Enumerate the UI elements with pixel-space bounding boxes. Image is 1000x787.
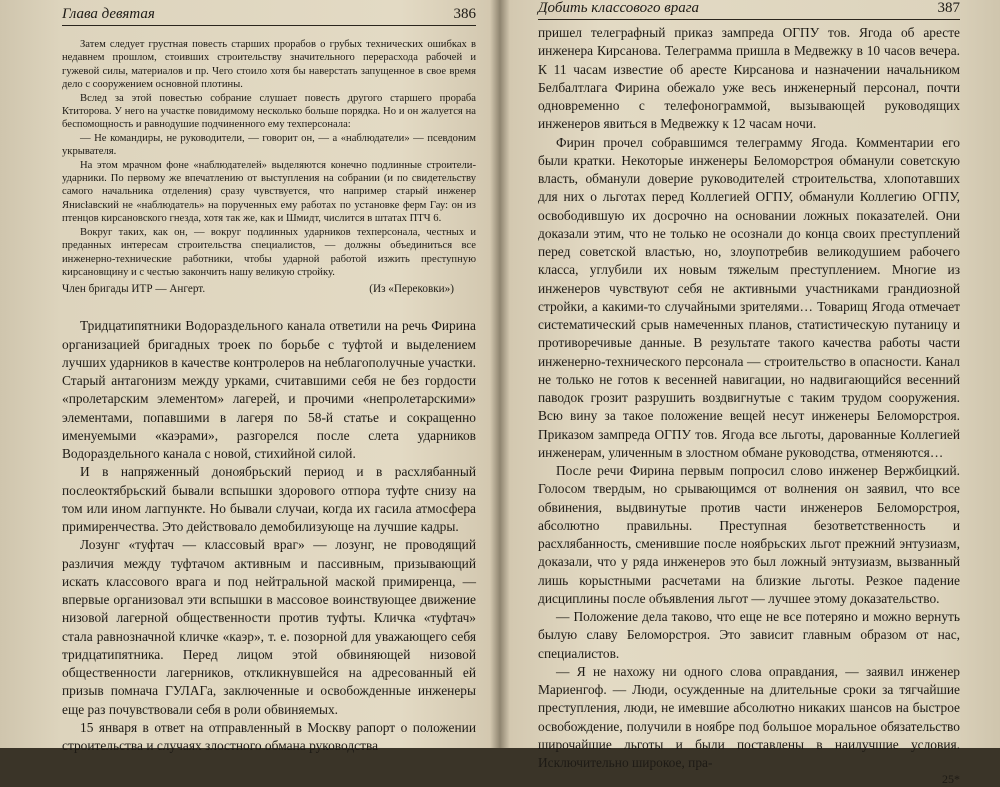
page-number-right: 387 [937,0,960,16]
body-paragraph: — Положение дела таково, что еще не все потеряно и можно вернуть былую славу Беломорстроя. Это зависит главным образом от нас, специалистов. [538,609,960,661]
quote-paragraph: На этом мрачном фоне «наблюдателей» выделяются конечно подлинные строители-ударники. По первому же впечатлению от выступления на собрании (и по свидетельству самого начальника отделения) сразу чувствуется, что например старый инженер Янисłавский не «наблюдатель» на порученных ему работах по установке ферм Гау: он из птенцов кирсановского гнезда, хотя так же, как и Шмидт, числится в штатах ПТЧ 6. [62,159,476,225]
body-paragraph: После речи Фирина первым попросил слово инженер Вержбицкий. Голосом твердым, но срывающимся от волнения он заявил, что все обвинения, выдвинутые против части инженеров Беломорстроя, абсолютно правильны. Преступная безответственность и расхлябанность, сменившие после ноябрьских льгот прежний энтузиазм, доказали, что у ряда инженеров это был ложный энтузиазм, вызванный лишь корыстными расчетами на близкие льготы. Резкое падение дисциплины после объявления льгот — лучшее этому доказательство. [538,463,960,606]
page-number-left: 386 [453,6,476,22]
signature-line [62,283,476,295]
quote-paragraph: — Не командиры, не руководители, — говорит он, — а «наблюдатели» — псевдоним укрывателя. [62,132,476,158]
left-page [0,0,498,754]
body-paragraph: пришел телеграфный приказ зампреда ОГПУ тов. Ягода об аресте инженера Кирсанова. Телеграмма пришла в Медвежку в 10 часов вечера. К 11 часам известие об аресте Кирсанова и назначении начальником Белбалтлага Фирина обежало уже весь инженерный персонал, почти одновременно с телефонограммой, вызывающей руководящих инженеров явиться в Медвежку к 12 часам ночи. [538,25,960,132]
body-paragraph: Тридцатипятники Водораздельного канала ответили на речь Фирина организацией бригадных троек по борьбе с туфтой и выделением лучших ударников в качестве контролеров на неблагополучные участки. Старый антагонизм между урками, считавшими себя не без гордости «пролетарским элементом» лагерей, и прочими «непролетарскими» элементами, попавшими в лагеря по 58-й статье и сокращенно именуемыми «каэрами», разгорелся после слета ударников Водораздельного канала с новой, стихийной силой. [62,318,476,462]
quoted-article [62,38,476,295]
body-paragraph: И в напряженный доноябрьский период и в расхлябанный послеоктябрьский бывали вспышки здорового отпора туфте снизу на том или ином лагпункте. Но бывали случаи, когда их гасила атмосфера примиренчества. Это действовало демобилизующе на лучшие кадры. [62,464,476,535]
right-page [502,0,1000,787]
main-text-right [538,24,960,772]
chapter-title: Глава девятая [62,6,155,22]
body-paragraph: Лозунг «туфтач — классовый враг» — лозунг, не проводящий различия между туфтачом активным и пассивным, призывающий искать классового врага и под нейтральной маской примиренца, — впервые организовал эти вспышки в массовое воинствующее движение низовой лагерной общественности против туфты. Кличка «туфтач» стала равнозначной кличке «каэр», т. е. позорной для уважающего себя тридцатипятника. Перед лицом этой обвиняющей низовой общественности лагерников, откликнувшейся на адресованный ей призыв помнача ГУЛАГа, заключенные и освобожденные инженеры еще раз почувствовали себя в роли обвиняемых. [62,537,476,717]
body-paragraph: 15 января в ответ на отправленный в Москву рапорт о положении строительства и случаях злостного обмана руководства [62,719,476,754]
body-paragraph: Фирин прочел собравшимся телеграмму Ягода. Комментарии его были кратки. Некоторые инженеры Беломорстроя обманули советскую власть, обманули доверие руководителей строительства, хлопотавших для них о льготах перед Коллегией ОГПУ, обманули Коллегию ОГПУ, освободившую их досрочно на основании ложных показателей. Они доказали этим, что не только не осознали до конца своих преступлений перед советской властью, но, злоупотребив великодушием рабочего класса, углубили их новым тяжелым преступлением. Многие из инженеров чувствуют себя не активными участниками грандиозной стройки, а какими-то случайными зрителями… Товарищ Ягода отмечает систематический срыв намеченных планов, статистическую путаницу и противоречивые данные. В результате такого качества работы части инженерно-технического персонала — строительство в опасности. Канал не только не готов к весенней навигации, но надвигающийся весенний паводок грозит разрушить воздвигнутые с таким трудом сооружения. Всю вину за такое положение вещей несут инженеры Беломорстроя. Приказом зампреда ОГПУ тов. Ягода все льготы, дарованные Коллегией инженерам, уличенным в злостном обмане руководства, отменяются… [538,134,960,460]
running-header-right [538,0,960,20]
section-title: Добить классового врага [538,0,700,16]
article-signature: Член бригады ИТР — Ангерт. [62,283,206,296]
body-paragraph: — Я не нахожу ни одного слова оправдания, — заявил инженер Мариенгоф. — Люди, осужденные на длительные сроки за тягчайшие преступления, люди, не имевшие абсолютно никаких шансов на быстрое освобождение, получили в ноябре под большое моральное обязательство широчайшие льготы и были поставлены в наилучшие условия. Исключительно широкое, пра- [538,663,960,770]
article-source: (Из «Перековки») [369,283,454,296]
signature-mark: 25* [942,772,960,787]
quote-paragraph: Вокруг таких, как он, — вокруг подлинных ударников техперсонала, честных и преданных интересам строительства специалистов, — должны объединиться все инженерно-технические работники, чтобы ударной работой изжить преступную кирсановщину и с честью закончить нашу великую стройку. [62,226,476,278]
quote-paragraph: Затем следует грустная повесть старших прорабов о грубых технических ошибках в недавнем прошлом, стоивших строительству значительного перерасхода рабочей и гужевой силы, материалов и пр. Чего стоило хотя бы наверстать запущенное в свое время дело с сооружением основной плотины. [62,39,476,91]
quote-paragraph: Вслед за этой повестью собрание слушает повесть другого старшего прораба Ктиторова. У него на участке повидимому несколько больше порядка. Но и он жалуется на беспомощность и равнодушие подчиненного ему техперсонала: [62,92,476,131]
main-text-left [62,317,476,755]
running-header-left [62,6,476,26]
